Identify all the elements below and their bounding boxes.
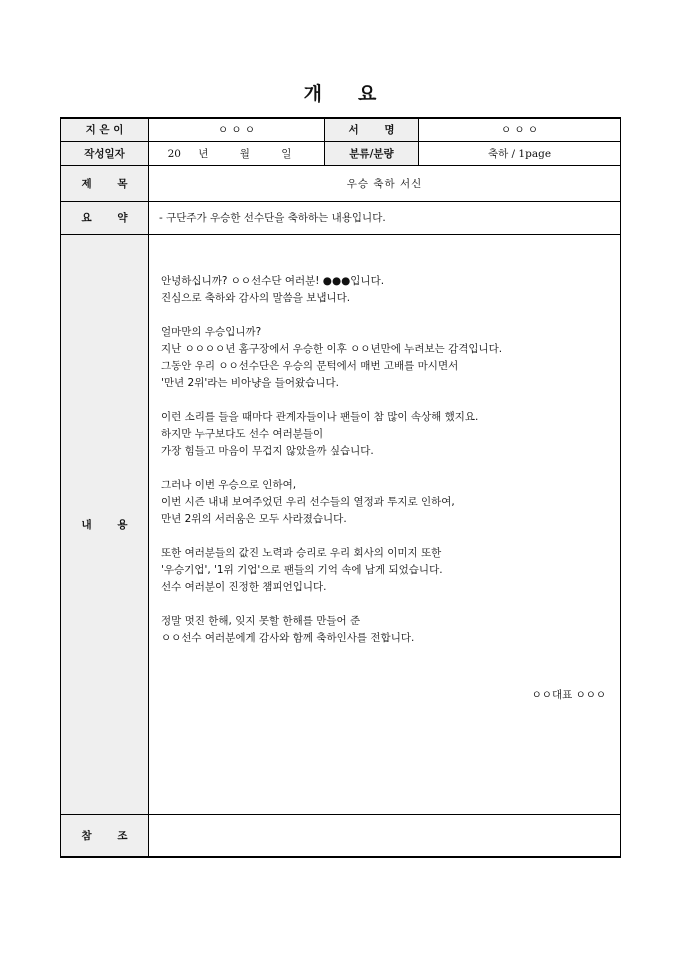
content-paragraph bbox=[161, 273, 610, 307]
author-row bbox=[61, 118, 621, 141]
date-row bbox=[61, 141, 621, 165]
content-body[interactable] bbox=[149, 234, 621, 814]
subject-row bbox=[61, 165, 621, 201]
summary-value[interactable]: - 구단주가 우승한 선수단을 축하하는 내용입니다. bbox=[149, 201, 621, 234]
content-paragraph bbox=[161, 477, 610, 528]
content-line: 가장 힘들고 마음이 무겁지 않았을까 싶습니다. bbox=[161, 444, 374, 457]
content-paragraph bbox=[161, 613, 610, 647]
subject-label: 제 목 bbox=[61, 165, 149, 201]
reference-row bbox=[61, 814, 621, 857]
content-line: 또한 여러분들의 값진 노력과 승리로 우리 회사의 이미지 또한 bbox=[161, 546, 442, 559]
content-row bbox=[61, 234, 621, 814]
title-char-2: 요 bbox=[358, 83, 377, 105]
signature-label: 서 명 bbox=[325, 118, 419, 141]
date-value[interactable] bbox=[149, 141, 325, 165]
content-line: 하지만 누구보다도 선수 여러분들이 bbox=[161, 427, 324, 440]
content-line: 정말 멋진 한해, 잊지 못할 한해를 만들어 준 bbox=[161, 614, 361, 627]
content-paragraph bbox=[161, 545, 610, 596]
content-line: ㅇㅇ선수 여러분에게 감사와 함께 축하인사를 전합니다. bbox=[161, 631, 415, 644]
document-title bbox=[0, 79, 680, 106]
author-value[interactable]: ㅇ ㅇ ㅇ bbox=[149, 118, 325, 141]
content-line: 그동안 우리 ㅇㅇ선수단은 우승의 문턱에서 매번 고배를 마시면서 bbox=[161, 359, 459, 372]
author-label: 지 은 이 bbox=[61, 118, 149, 141]
content-line: '우승기업', '1위 기업'으로 팬들의 기억 속에 남게 되었습니다. bbox=[161, 563, 443, 576]
summary-row bbox=[61, 201, 621, 234]
reference-label: 참 조 bbox=[61, 814, 149, 857]
content-line: 만년 2위의 서러움은 모두 사라졌습니다. bbox=[161, 512, 347, 525]
content-paragraph bbox=[161, 324, 610, 392]
summary-form-table bbox=[60, 117, 621, 858]
content-paragraphs bbox=[161, 273, 610, 647]
content-line: '만년 2위'라는 비아냥을 들어왔습니다. bbox=[161, 376, 339, 389]
date-label: 작성일자 bbox=[61, 141, 149, 165]
content-line: 선수 여러분이 진정한 챔피언입니다. bbox=[161, 580, 327, 593]
content-line: 이런 소리를 들을 때마다 관계자들이나 팬들이 참 많이 속상해 했지요. bbox=[161, 410, 479, 423]
category-label: 분류/분량 bbox=[325, 141, 419, 165]
category-value[interactable]: 축하 / 1page bbox=[419, 141, 621, 165]
content-line: 이번 시즌 내내 보여주었던 우리 선수들의 열정과 투지로 인하여, bbox=[161, 495, 455, 508]
content-line: 지난 ㅇㅇㅇㅇ년 홈구장에서 우승한 이후 ㅇㅇ년만에 누려보는 감격입니다. bbox=[161, 342, 503, 355]
date-year: 20 bbox=[167, 147, 181, 160]
content-paragraph bbox=[161, 409, 610, 460]
content-line: 그러나 이번 우승으로 인하여, bbox=[161, 478, 297, 491]
content-line: 얼마만의 우승입니까? bbox=[161, 325, 262, 338]
date-year-unit: 년 bbox=[198, 147, 209, 160]
date-day-unit: 일 bbox=[281, 147, 292, 160]
subject-value[interactable]: 우승 축하 서신 bbox=[149, 165, 621, 201]
letter-signature: ㅇㅇ대표 ㅇㅇㅇ bbox=[531, 688, 606, 701]
content-line: 진심으로 축하와 감사의 말씀을 보냅니다. bbox=[161, 291, 351, 304]
content-label: 내 용 bbox=[61, 234, 149, 814]
title-char-1: 개 bbox=[303, 83, 322, 105]
summary-label: 요 약 bbox=[61, 201, 149, 234]
reference-value[interactable] bbox=[149, 814, 621, 857]
content-line: 안녕하십니까? ㅇㅇ선수단 여러분! ●●●입니다. bbox=[161, 274, 385, 287]
date-month-unit: 월 bbox=[239, 147, 250, 160]
signature-value[interactable]: ㅇ ㅇ ㅇ bbox=[419, 118, 621, 141]
